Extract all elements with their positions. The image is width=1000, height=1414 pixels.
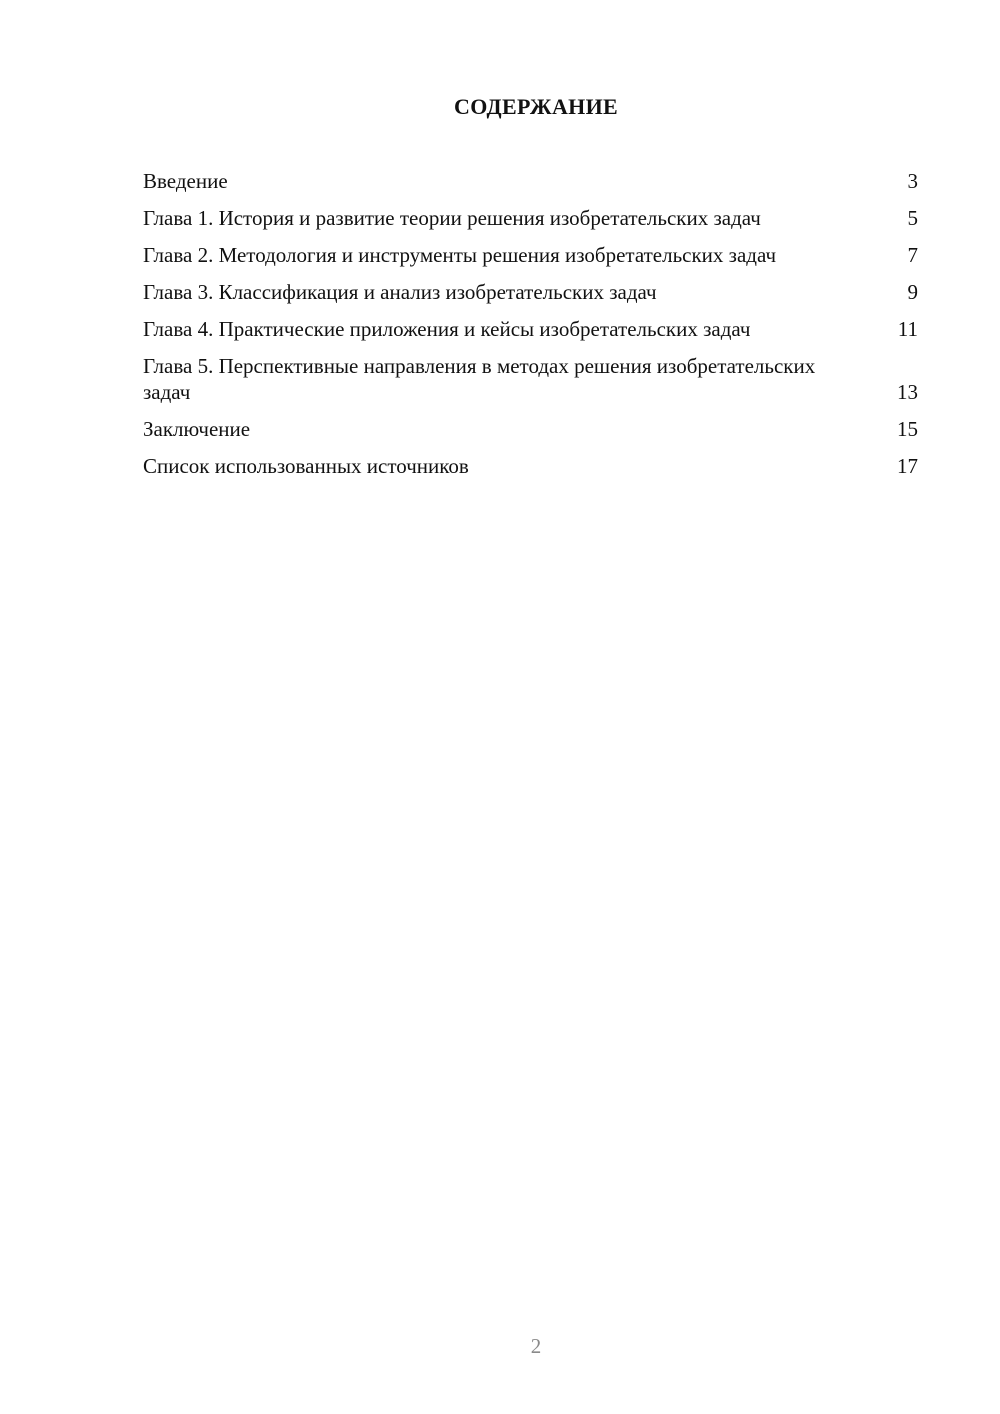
toc-entry-title: Глава 1. История и развитие теории решения изобретательских задач xyxy=(143,206,761,230)
toc-entry-page-number: 7 xyxy=(907,243,918,267)
toc-entry-page-number: 17 xyxy=(897,454,918,478)
toc-entry-page-number: 13 xyxy=(897,380,918,404)
toc-entry-title: Список использованных источников xyxy=(143,454,469,478)
toc-entry-title: Глава 3. Классификация и анализ изобретательских задач xyxy=(143,280,657,304)
toc-entry-page-number: 5 xyxy=(907,206,918,230)
toc-entry-introduction[interactable] xyxy=(143,168,918,194)
toc-entry-title: Введение xyxy=(143,169,228,193)
toc-entry-title: Глава 2. Методология и инструменты решения изобретательских задач xyxy=(143,243,777,267)
toc-entry-references[interactable] xyxy=(143,453,918,479)
toc-entry-chapter-3[interactable] xyxy=(143,279,918,305)
toc-entry-chapter-1[interactable] xyxy=(143,205,918,231)
toc-entry-page-number: 9 xyxy=(907,280,918,304)
toc-entry-title: Глава 5. Перспективные направления в методах решения изобретательских задач xyxy=(143,354,816,404)
toc-entry-page-number: 15 xyxy=(897,417,918,441)
toc-entry-page-number: 3 xyxy=(907,169,918,193)
toc-entry-chapter-2[interactable] xyxy=(143,242,918,268)
toc-entry-page-number: 11 xyxy=(897,317,918,341)
toc-entry-conclusion[interactable] xyxy=(143,416,918,442)
toc-entry-title: Глава 4. Практические приложения и кейсы изобретательских задач xyxy=(143,317,751,341)
page-number: 2 xyxy=(530,1334,542,1358)
toc-entry-title: Заключение xyxy=(143,417,251,441)
toc-entry-chapter-4[interactable] xyxy=(143,316,918,342)
table-of-contents xyxy=(143,168,918,490)
toc-entry-chapter-5[interactable] xyxy=(143,353,918,405)
page-title: СОДЕРЖАНИЕ xyxy=(454,94,618,119)
